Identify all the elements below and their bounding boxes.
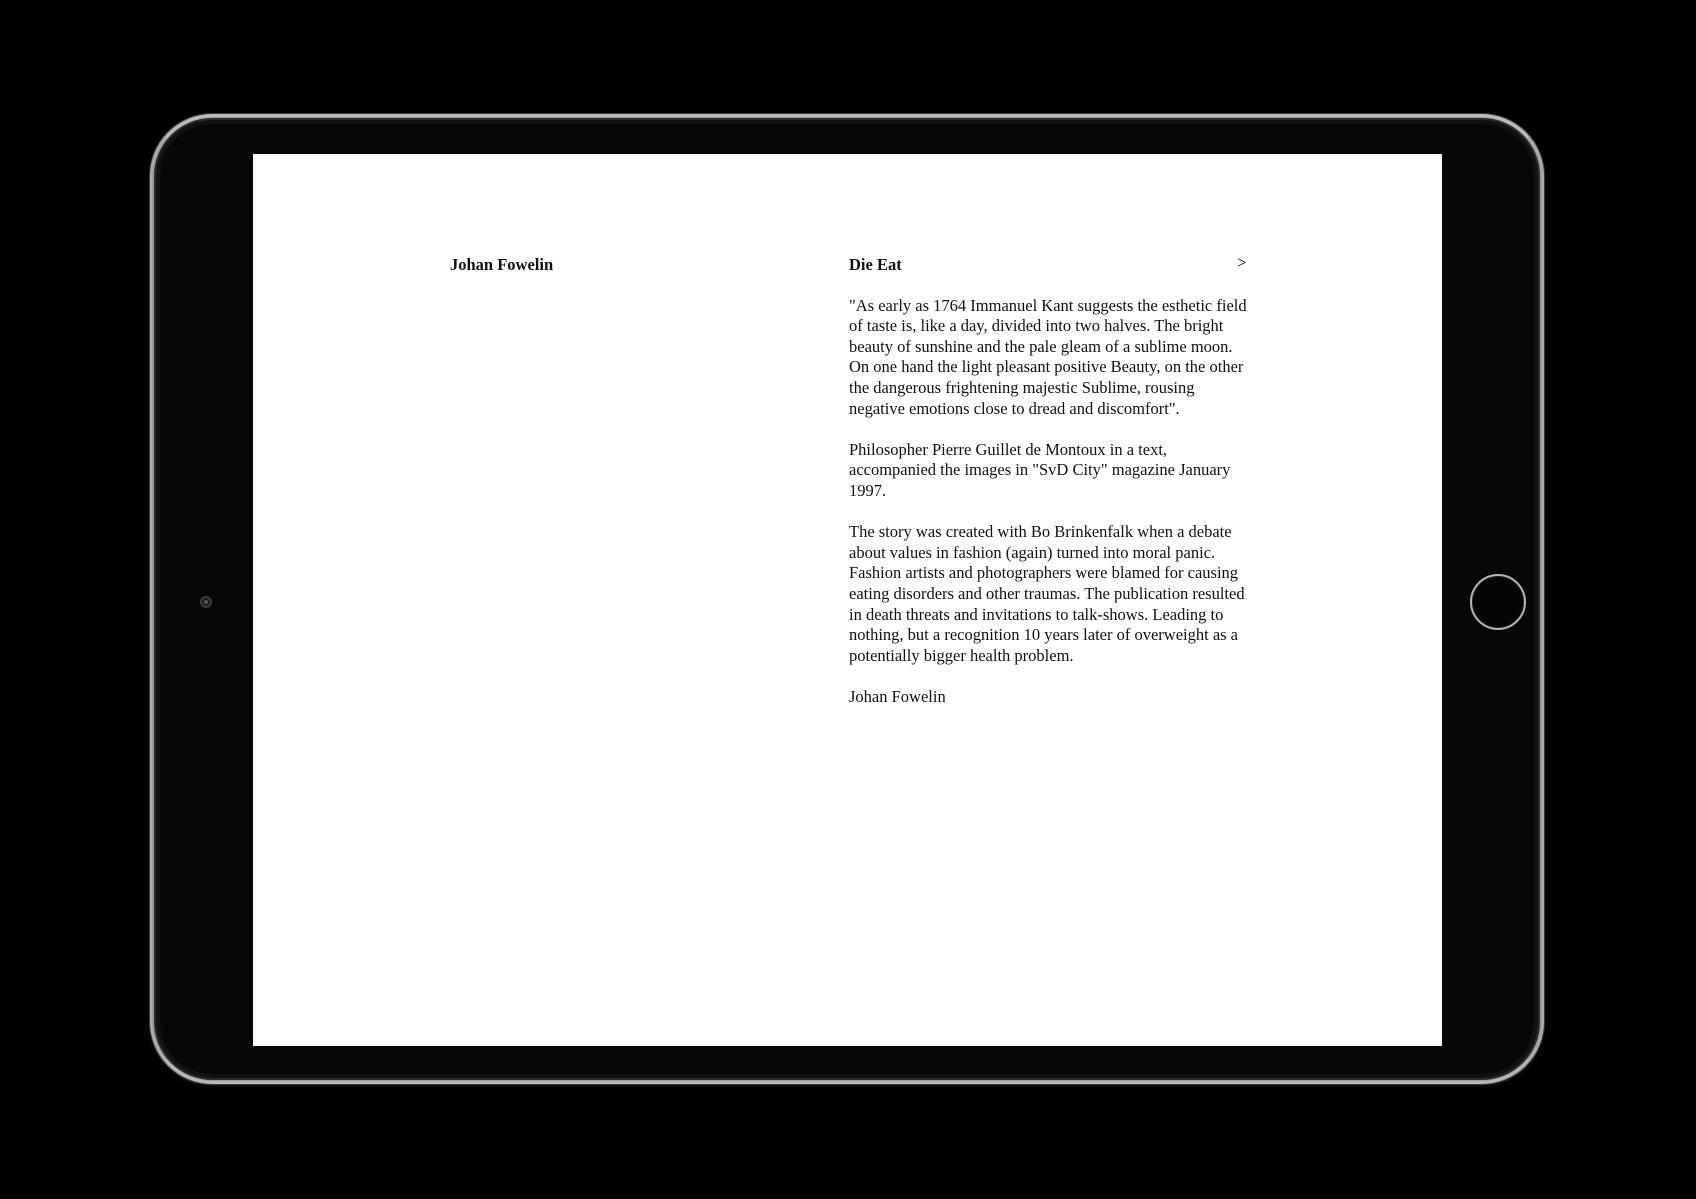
next-arrow-icon[interactable]: > [1237, 253, 1247, 272]
article-column [849, 255, 1254, 707]
article-paragraph: "As early as 1764 Immanuel Kant suggests the esthetic field of taste is, like a day, divided into two halves. The bright beauty of sunshine and the pale gleam of a sublime moon. On one hand the light pleasant positive Beauty, on the other the dangerous frightening majestic Sublime, rousing negative emotions close to dread and discomfort". [849, 295, 1247, 418]
screen [253, 154, 1442, 1046]
home-button[interactable] [1470, 574, 1526, 630]
article-paragraph: Philosopher Pierre Guillet de Montoux in a text, accompanied the images in "SvD City" magazine January 1997. [849, 439, 1231, 500]
article-paragraph: The story was created with Bo Brinkenfalk when a debate about values in fashion (again) turned into moral panic. Fashion artists and photographers were blamed for causing eating disorders and other traumas. The publication resulted in death threats and invitations to talk-shows. Leading to nothing, but a recognition 10 years later of overweight as a potentially bigger health problem. [849, 522, 1245, 665]
front-camera-icon [200, 596, 212, 608]
author-header: Johan Fowelin [450, 255, 554, 274]
article-title: Die Eat [849, 255, 902, 274]
article-signature: Johan Fowelin [849, 686, 946, 706]
